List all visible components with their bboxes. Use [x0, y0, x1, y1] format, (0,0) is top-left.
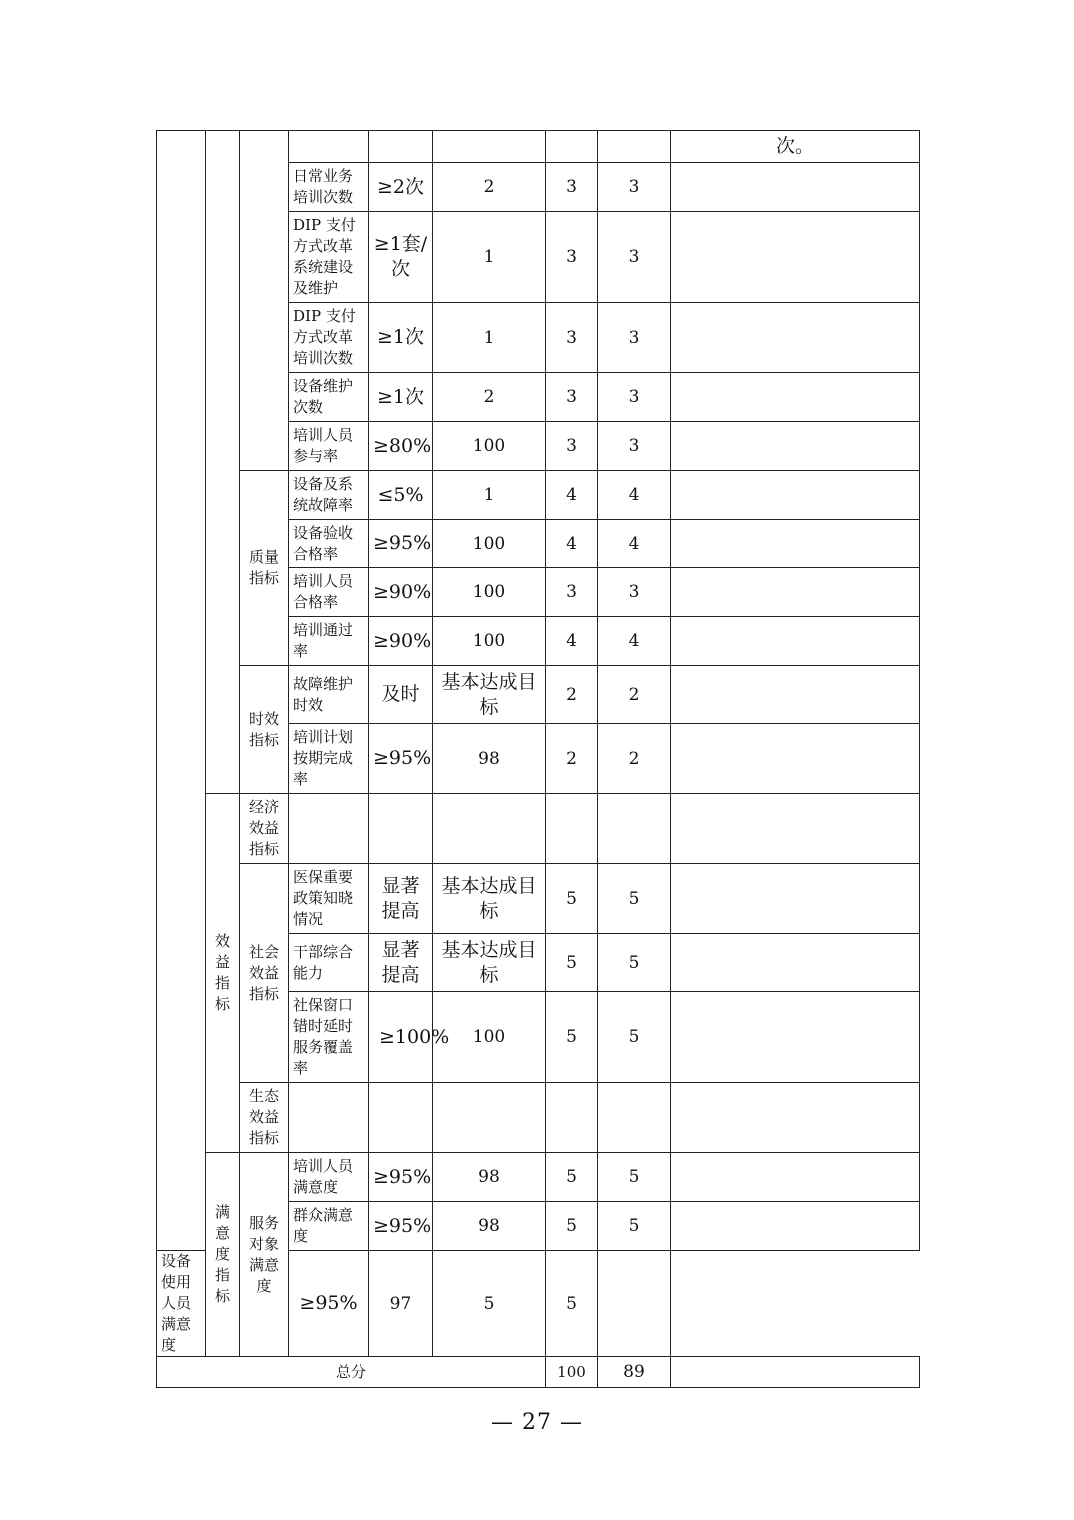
indicator-name: 日常业务培训次数 — [289, 163, 369, 212]
level1-cell-empty — [157, 131, 206, 1251]
actual-value: 100 — [433, 992, 546, 1083]
indicator-name: 培训人员参与率 — [289, 422, 369, 471]
total-label: 总分 — [157, 1357, 546, 1388]
weight-value: 5 — [546, 1202, 598, 1251]
category-satisfaction: 满意度指标 — [206, 1153, 240, 1357]
score-value: 5 — [598, 864, 671, 934]
total-row — [157, 1357, 920, 1388]
score-value: 3 — [598, 373, 671, 422]
indicator-name: 设备维护次数 — [289, 373, 369, 422]
weight-value: 3 — [546, 373, 598, 422]
weight-value: 4 — [546, 617, 598, 666]
indicator-name: 社保窗口错时延时服务覆盖率 — [289, 992, 369, 1083]
weight-value: 5 — [546, 992, 598, 1083]
page-number: — 27 — — [491, 1410, 583, 1435]
indicator-name: 设备及系统故障率 — [289, 471, 369, 520]
target-value: ≥1次 — [369, 303, 433, 373]
score-value: 2 — [598, 666, 671, 724]
weight-value: 3 — [546, 163, 598, 212]
score-value: 2 — [598, 724, 671, 794]
actual-value: 1 — [433, 212, 546, 303]
target-value: ≥95% — [369, 724, 433, 794]
indicator-name: 培训人员合格率 — [289, 568, 369, 617]
target-value: ≥80% — [369, 422, 433, 471]
indicator-name: 故障维护时效 — [289, 666, 369, 724]
weight-value: 5 — [546, 864, 598, 934]
target-value: 及时 — [369, 666, 433, 724]
weight-value: 2 — [546, 724, 598, 794]
weight-value: 5 — [546, 1153, 598, 1202]
table-row — [157, 1153, 920, 1202]
target-value: ≥95% — [289, 1251, 369, 1357]
score-value: 5 — [598, 992, 671, 1083]
target-value: ≥2次 — [369, 163, 433, 212]
weight-value: 3 — [546, 212, 598, 303]
total-weight: 100 — [546, 1357, 598, 1388]
target-value: ≥100% — [369, 992, 433, 1083]
score-value: 3 — [598, 212, 671, 303]
indicator-name: DIP 支付方式改革培训次数 — [289, 303, 369, 373]
score-value: 4 — [598, 520, 671, 568]
weight-value: 4 — [546, 520, 598, 568]
indicator-name: 群众满意度 — [289, 1202, 369, 1251]
score-value: 5 — [546, 1251, 598, 1357]
weight-value: 5 — [433, 1251, 546, 1357]
weight-value: 3 — [546, 422, 598, 471]
category-economic: 经济效益指标 — [240, 794, 289, 864]
table-row — [157, 131, 920, 163]
performance-table — [156, 130, 920, 1388]
category-social: 社会效益指标 — [240, 864, 289, 1083]
score-value: 4 — [598, 471, 671, 520]
weight-value: 4 — [546, 471, 598, 520]
actual-value: 1 — [433, 471, 546, 520]
category-benefit: 效益指标 — [206, 794, 240, 1153]
score-value: 3 — [598, 163, 671, 212]
weight-value: 3 — [546, 568, 598, 617]
target-value: 显著提高 — [369, 864, 433, 934]
actual-value: 1 — [433, 303, 546, 373]
target-value: ≥90% — [369, 568, 433, 617]
actual-value: 97 — [369, 1251, 433, 1357]
score-value: 5 — [598, 934, 671, 992]
remark-cell: 次。 — [671, 131, 920, 163]
indicator-name: 培训人员满意度 — [289, 1153, 369, 1202]
target-value: ≤5% — [369, 471, 433, 520]
score-value: 5 — [598, 1153, 671, 1202]
table-row — [157, 864, 920, 934]
category-service-target: 服务对象满意度 — [240, 1153, 289, 1357]
actual-value: 基本达成目标 — [433, 666, 546, 724]
actual-value: 2 — [433, 373, 546, 422]
total-score: 89 — [598, 1357, 671, 1388]
score-value: 4 — [598, 617, 671, 666]
target-value: ≥95% — [369, 520, 433, 568]
indicator-name: DIP 支付方式改革系统建设及维护 — [289, 212, 369, 303]
target-value: ≥90% — [369, 617, 433, 666]
category-timeliness: 时效指标 — [240, 666, 289, 794]
actual-value: 2 — [433, 163, 546, 212]
table-row — [157, 1083, 920, 1153]
table-row — [157, 666, 920, 724]
table-row — [157, 794, 920, 864]
indicator-name: 设备验收合格率 — [289, 520, 369, 568]
score-value: 5 — [598, 1202, 671, 1251]
actual-value: 100 — [433, 568, 546, 617]
level2-cell-empty — [206, 131, 240, 794]
target-value: ≥1套/次 — [369, 212, 433, 303]
score-value: 3 — [598, 568, 671, 617]
actual-value: 100 — [433, 617, 546, 666]
table-row — [157, 471, 920, 520]
actual-value: 98 — [433, 1153, 546, 1202]
category-ecological: 生态效益指标 — [240, 1083, 289, 1153]
actual-value: 基本达成目标 — [433, 934, 546, 992]
actual-value: 98 — [433, 1202, 546, 1251]
category-quality: 质量指标 — [240, 471, 289, 666]
target-value: ≥95% — [369, 1153, 433, 1202]
score-value: 3 — [598, 422, 671, 471]
indicator-name: 设备使用人员满意度 — [157, 1251, 206, 1357]
target-value: ≥95% — [369, 1202, 433, 1251]
weight-value: 5 — [546, 934, 598, 992]
actual-value: 基本达成目标 — [433, 864, 546, 934]
score-value: 3 — [598, 303, 671, 373]
indicator-name: 培训计划按期完成率 — [289, 724, 369, 794]
target-value: 显著提高 — [369, 934, 433, 992]
actual-value: 98 — [433, 724, 546, 794]
level3-cell-empty — [240, 131, 289, 471]
indicator-name: 医保重要政策知晓情况 — [289, 864, 369, 934]
weight-value: 3 — [546, 303, 598, 373]
target-value: ≥1次 — [369, 373, 433, 422]
indicator-name: 培训通过率 — [289, 617, 369, 666]
actual-value: 100 — [433, 520, 546, 568]
actual-value: 100 — [433, 422, 546, 471]
indicator-name: 干部综合能力 — [289, 934, 369, 992]
weight-value: 2 — [546, 666, 598, 724]
